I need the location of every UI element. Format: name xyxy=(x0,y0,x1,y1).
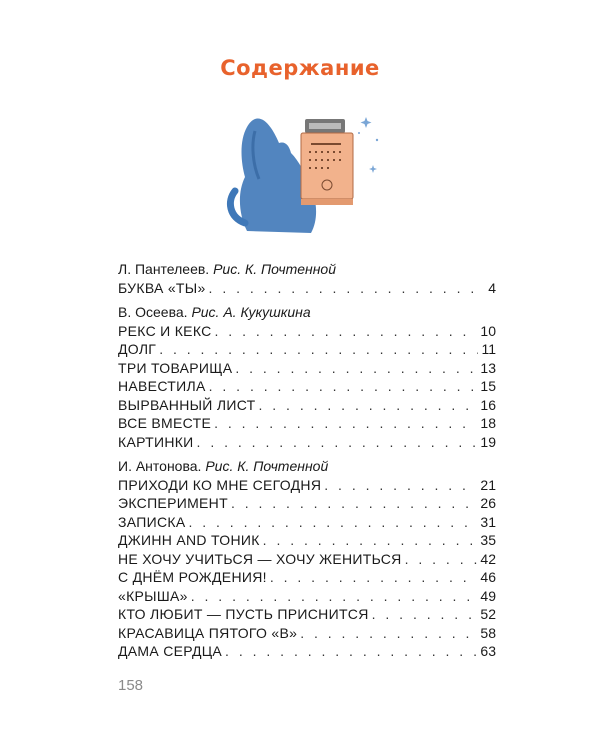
cat-with-calendar-icon xyxy=(225,105,385,245)
section-author-line xyxy=(118,260,496,279)
entry-title: КТО ЛЮБИТ — ПУСТЬ ПРИСНИТСЯ xyxy=(118,606,369,622)
dot-leader xyxy=(159,340,478,359)
entry-page-number: 18 xyxy=(480,415,496,431)
toc-entry[interactable] xyxy=(118,587,496,606)
entry-page-number: 46 xyxy=(480,569,496,585)
toc-entry[interactable] xyxy=(118,396,496,415)
entry-title: ВЫРВАННЫЙ ЛИСТ xyxy=(118,396,256,413)
entry-page-number: 11 xyxy=(481,341,496,357)
entry-title: ВСЕ ВМЕСТЕ xyxy=(118,415,212,431)
entry-title: ДЖИНН AND ТОНИК xyxy=(118,532,260,548)
dot-leader xyxy=(324,476,477,495)
entry-title: КРАСАВИЦА ПЯТОГО «В» xyxy=(118,624,298,641)
toc-entry[interactable] xyxy=(118,624,496,643)
toc-entry[interactable] xyxy=(118,568,496,587)
toc-section xyxy=(118,260,496,297)
toc-section xyxy=(118,457,496,661)
page-title: Содержание xyxy=(220,56,380,80)
entry-title: С ДНЁМ РОЖДЕНИЯ! xyxy=(118,569,267,585)
toc-entry[interactable] xyxy=(118,414,496,433)
entry-page-number: 19 xyxy=(480,433,496,450)
entry-page-number: 35 xyxy=(480,532,496,548)
page-number: 158 xyxy=(118,677,144,694)
table-of-contents xyxy=(118,260,496,667)
entry-page-number: 49 xyxy=(480,587,496,604)
toc-entry[interactable] xyxy=(118,513,496,532)
toc-entry[interactable] xyxy=(118,531,496,550)
toc-entry[interactable] xyxy=(118,340,496,359)
entry-title: ЭКСПЕРИМЕНТ xyxy=(118,495,228,511)
entry-page-number: 21 xyxy=(480,476,496,493)
dot-leader xyxy=(191,587,478,606)
illustrator-caption: Рис. К. Почтенной xyxy=(205,458,329,474)
entry-page-number: 16 xyxy=(480,396,496,413)
entry-page-number: 4 xyxy=(488,279,496,296)
entry-page-number: 10 xyxy=(480,322,496,339)
toc-entry[interactable] xyxy=(118,642,496,661)
dot-leader xyxy=(270,568,478,587)
entry-page-number: 63 xyxy=(480,643,496,659)
entry-title: ПРИХОДИ КО МНЕ СЕГОДНЯ xyxy=(118,476,322,493)
toc-entry[interactable] xyxy=(118,476,496,495)
entry-page-number: 42 xyxy=(480,550,496,567)
entry-page-number: 31 xyxy=(480,513,496,530)
toc-entry[interactable] xyxy=(118,550,496,569)
toc-entry[interactable] xyxy=(118,433,496,452)
dot-leader xyxy=(372,605,478,624)
entry-title: БУКВА «ТЫ» xyxy=(118,279,206,296)
entry-title: ЗАПИСКА xyxy=(118,513,186,530)
dot-leader xyxy=(215,322,478,341)
section-author-line xyxy=(118,457,496,476)
entry-title: ТРИ ТОВАРИЩА xyxy=(118,359,233,376)
dot-leader xyxy=(263,531,478,550)
illustrator-caption: Рис. А. Кукушкина xyxy=(191,304,311,320)
author-name: Л. Пантелеев. xyxy=(118,261,210,277)
dot-leader xyxy=(405,550,478,569)
toc-entry[interactable] xyxy=(118,494,496,513)
entry-title: НАВЕСТИЛА xyxy=(118,378,206,394)
dot-leader xyxy=(225,642,477,661)
toc-entry[interactable] xyxy=(118,605,496,624)
toc-entry[interactable] xyxy=(118,359,496,378)
entry-title: ДОЛГ xyxy=(118,341,157,357)
author-name: В. Осеева. xyxy=(118,304,188,320)
illustrator-caption: Рис. К. Почтенной xyxy=(213,261,337,277)
entry-title: НЕ ХОЧУ УЧИТЬСЯ — ХОЧУ ЖЕНИТЬСЯ xyxy=(118,550,402,567)
entry-title: КАРТИНКИ xyxy=(118,433,194,450)
toc-entry[interactable] xyxy=(118,322,496,341)
dot-leader xyxy=(259,396,478,415)
dot-leader xyxy=(231,494,477,513)
entry-page-number: 15 xyxy=(480,378,496,394)
author-name: И. Антонова. xyxy=(118,458,202,474)
entry-page-number: 58 xyxy=(480,624,496,641)
dot-leader xyxy=(197,433,478,452)
dot-leader xyxy=(300,624,477,643)
entry-title: ДАМА СЕРДЦА xyxy=(118,643,223,659)
entry-page-number: 26 xyxy=(480,495,496,511)
entry-page-number: 13 xyxy=(480,359,496,376)
section-author-line xyxy=(118,303,496,322)
entry-title: «КРЫША» xyxy=(118,587,188,604)
entry-title: РЕКС И КЕКС xyxy=(118,322,212,339)
dot-leader xyxy=(188,513,477,532)
dot-leader xyxy=(214,414,477,433)
toc-entry[interactable] xyxy=(118,279,496,298)
dot-leader xyxy=(209,279,486,298)
toc-entry[interactable] xyxy=(118,377,496,396)
toc-section xyxy=(118,303,496,451)
dot-leader xyxy=(209,377,478,396)
dot-leader xyxy=(235,359,477,378)
entry-page-number: 52 xyxy=(480,606,496,622)
